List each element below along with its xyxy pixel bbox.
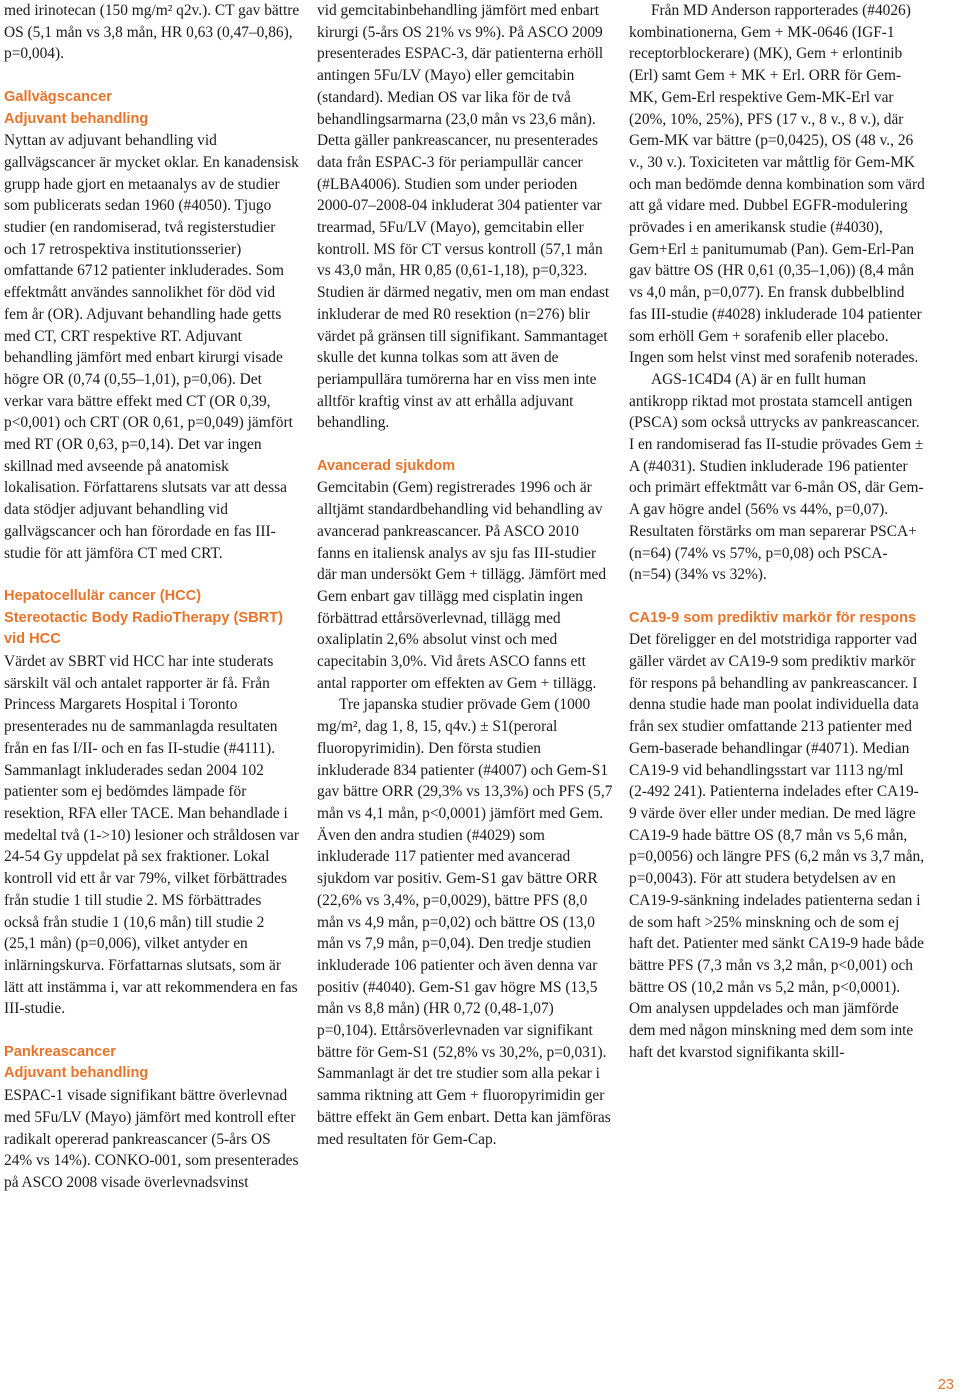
- section-spacer: [317, 434, 613, 456]
- gemcitabin-paragraph: Gemcitabin (Gem) registrerades 1996 och är alltjämt standardbehandling vid behandling av avancerad pankreascancer. På ASCO 2010 fanns en italiensk analys av sju fas III-studier där man undersökt Gem + tillägg. Jämfört med Gem enbart gav tillägg med cisplatin ingen förbättrad ettårsöverlevnad, tillägg med oxaliplatin 2,6% absolut vinst och med capecitabin 3,0%. Vid årets ASCO fanns ett antal rapporter om effekten av Gem + tillägg.: [317, 479, 607, 692]
- md-anderson-paragraph: Från MD Anderson rapporterades (#4026) kombinationerna, Gem + MK-0646 (IGF-1 receptorblockerare) (MK), Gem + erlontinib (Erl) samt Gem + MK + Erl. ORR för Gem-MK, Gem-Erl respektive Gem-MK-Erl var (20%, 10%, 25%), PFS (17 v., 8 v., 8 v.), där Gem-MK var bättre (p=0,0425), OS (48 v., 26 v., 30 v.). Toxiciteten var måttlig för Gem-MK och man bedömde denna kombination som värd att gå vidare med. Dubbel EGFR-modulering prövades i en amerikansk studie (#4030), Gem+Erl ± panitumumab (Pan). Gem-Erl-Pan gav bättre OS (HR 0,61 (0,35–1,06)) (8,4 mån vs 4,0 mån, p=0,077). En fransk dubbelblind fas III-studie (#4028) inkluderade 104 patienter som erhöll Gem + sorafenib eller placebo. Ingen som helst vinst med sorafenib noterades.: [629, 2, 925, 367]
- page-number: 23: [937, 1377, 954, 1393]
- text-column-middle: [317, 0, 613, 1150]
- japanese-studies-paragraph: Tre japanska studier prövade Gem (1000 mg/m², dag 1, 8, 15, q4v.) ± S1(peroral fluoropyrimidin). Den första studien inkluderade 834 patienter (#4007) och Gem-S1 gav bättre ORR (29,3% vs 13,3%) och PFS (5,7 mån vs 4,1 mån, p<0,0001) jämfört med Gem. Även den andra studien (#4029) som inkluderade 117 patienter med avancerad sjukdom var positiv. Gem-S1 gav bättre ORR (22,6% vs 3,4%, p=0,0029), bättre PFS (8,0 mån vs 4,9 mån, p=0,02) och bättre OS (13,0 mån vs 7,9 mån, p=0,04). Den tredje studien inkluderade 106 patienter och även denna var positiv (#4040). Gem-S1 gav högre MS (13,5 mån vs 8,8 mån) (HR 0,72 (0,48-1,07) p=0,104). Ettårsöverlevnaden var signifikant bättre för Gem-S1 (52,8% vs 30,2%, p=0,031). Sammanlagt är det tre studier som alla pekar i samma riktning att Gem + fluoropyrimidin ger bättre effekt än Gem enbart. Detta kan jämföras med resultaten för Gem-Cap.: [317, 696, 613, 1148]
- text-column-left: [4, 0, 300, 1194]
- section-spacer: [4, 564, 300, 586]
- subheading-sbrt: Stereotactic Body RadioTherapy (SBRT) vid HCC: [4, 609, 283, 648]
- section-spacer: [629, 586, 925, 608]
- section-heading-hcc: Hepatocellulär cancer (HCC): [4, 587, 202, 604]
- subheading-adjuvant-behandling: Adjuvant behandling: [4, 1065, 149, 1082]
- section-spacer: [4, 65, 300, 87]
- hcc-paragraph: Värdet av SBRT vid HCC har inte studerats särskilt väl och antalet rapporter är få. Från Princess Margarets Hospital i Toronto presenterades nu de sammanlagda resultaten från en fas I/II- och en fas II-studie (#4111). Sammanlagt inkluderades sedan 2004 102 patienter som ej bedömdes lämpade för resektion, RFA eller TACE. Man behandlade i medeltal två (1->10) lesioner och stråldosen var 24-54 Gy uppdelat på sex fraktioner. Lokal kontroll vid ett år var 79%, vilket förbättrades från studie 1 till studie 2. MS förbättrades också från studie 1 (10,6 mån) till studie 2 (25,1 mån) (p=0,006), vilket antyder en inlärningskurva. Författarnas slutsats, som är lätt att instämma i, var att rekommendera en fas III-studie.: [4, 653, 300, 1018]
- gallvagscancer-paragraph: Nyttan av adjuvant behandling vid gallvägscancer är mycket oklar. En kanadensisk grupp hade gjort en metaanalys av de studier som publicerats sedan 1960 (#4050). Tjugo studier (en randomiserad, två registerstudier och 17 retrospektiva institutionsserier) omfattande 6712 patienter inkluderades. Som effektmått användes sannolikhet för död vid fem år (OR). Adjuvant behandling hade getts med CT, CRT respektive RT. Adjuvant behandling jämfört med enbart kirurgi visade högre OR (0,74 (0,55–1,01), p=0,06). Det verkar vara bättre effekt med CT (OR 0,39, p<0,001) och CRT (OR 0,61, p=0,049) jämfört med RT (OR 0,63, p=0,14). Det var ingen skillnad med avseende på anatomisk lokalisation. Författarens slutsats var att dessa data stödjer adjuvant behandling vid gallvägscancer och han förordade en fas III-studie för att jämföra CT med CRT.: [4, 132, 299, 562]
- pankreascancer-paragraph: ESPAC-1 visade signifikant bättre överlevnad med 5Fu/LV (Mayo) jämfört med kontroll efter radikalt opererad pankreascancer (5-års OS 24% vs 14%). CONKO-001, som presenterades på ASCO 2008 visade överlevnadsvinst: [4, 1087, 299, 1191]
- section-heading-gallvagscancer: Gallvägscancer: [4, 88, 112, 105]
- subheading-adjuvant-behandling: Adjuvant behandling: [4, 110, 149, 127]
- subheading-ca19-9: CA19-9 som prediktiv markör för respons: [629, 609, 917, 626]
- intro-paragraph: med irinotecan (150 mg/m² q2v.). CT gav bättre OS (5,1 mån vs 3,8 mån, HR 0,63 (0,47–0,86), p=0,004).: [4, 2, 300, 63]
- espac-paragraph: vid gemcitabinbehandling jämfört med enbart kirurgi (5-års OS 21% vs 9%). På ASCO 2009 presenterades ESPAC-3, där patienterna erhöll antingen 5Fu/LV (Mayo) eller gemcitabin (standard). Median OS var lika för de två behandlingsarmarna (23,0 mån vs 23,6 mån). Detta gäller pankreascancer, nu presenterades data från ESPAC-3 för periampullär cancer (#LBA4006). Studien som under perioden 2000-07–2008-04 inkluderat 304 patienter var trearmad, 5Fu/LV (Mayo), gemcitabin eller kontroll. MS för CT versus kontroll (57,1 mån vs 43,0 mån, HR 0,85 (0,61-1,18), p=0,323. Studien är därmed negativ, men om man endast inkluderar de med R0 resektion (n=276) blir värdet på gränsen till signifikant. Sammantaget skulle det kunna tolkas som att även de periampullära tumörerna har en viss men inte alltför kraftig vinst av att erhålla adjuvant behandling.: [317, 2, 610, 432]
- section-heading-pankreascancer: Pankreascancer: [4, 1043, 116, 1060]
- ags-paragraph: AGS-1C4D4 (A) är en fullt human antikropp riktad mot prostata stamcell antigen (PSCA) som också uttrycks av pankreascancer. I en randomiserad fas II-studie prövades Gem ± A (#4031). Studien inkluderade 196 patienter och primärt effektmått var 6-mån OS, där Gem-A gav högre andel (56% vs 44%, p=0,07). Resultaten förstärks om man separerar PSCA+ (n=64) (74% vs 57%, p=0,08) och PSCA- (n=54) (34% vs 32%).: [629, 370, 924, 584]
- subheading-avancerad-sjukdom: Avancerad sjukdom: [317, 457, 456, 474]
- ca19-9-paragraph: Det föreligger en del motstridiga rapporter vad gäller värdet av CA19-9 som prediktiv markör för respons på behandling av pankreascancer. I denna studie hade man poolat individuella data från sex studier omfattande 213 patienter med Gem-baserade behandlingar (#4071). Median CA19-9 vid behandlingsstart var 1113 ng/ml (2-492 241). Patienterna indelades efter CA19-9 värde över eller under median. De med lägre CA19-9 hade bättre OS (8,7 mån vs 5,6 mån, p=0,0056) och längre PFS (6,2 mån vs 3,7 mån, p=0,0043). För att studera betydelsen av en CA19-9-sänkning indelades patienterna sedan i de som haft >25% minskning och de som ej haft det. Patienter med sänkt CA19-9 hade både bättre PFS (7,3 mån vs 3,2 mån, p<0,001) och bättre OS (10,2 mån vs 5,2 mån, p<0,0001). Om analysen uppdelades och man jämförde dem med någon minskning med dem som inte haft det kvarstod signifikanta skill-: [629, 631, 925, 1061]
- section-spacer: [4, 1020, 300, 1042]
- text-column-right: [629, 0, 925, 1063]
